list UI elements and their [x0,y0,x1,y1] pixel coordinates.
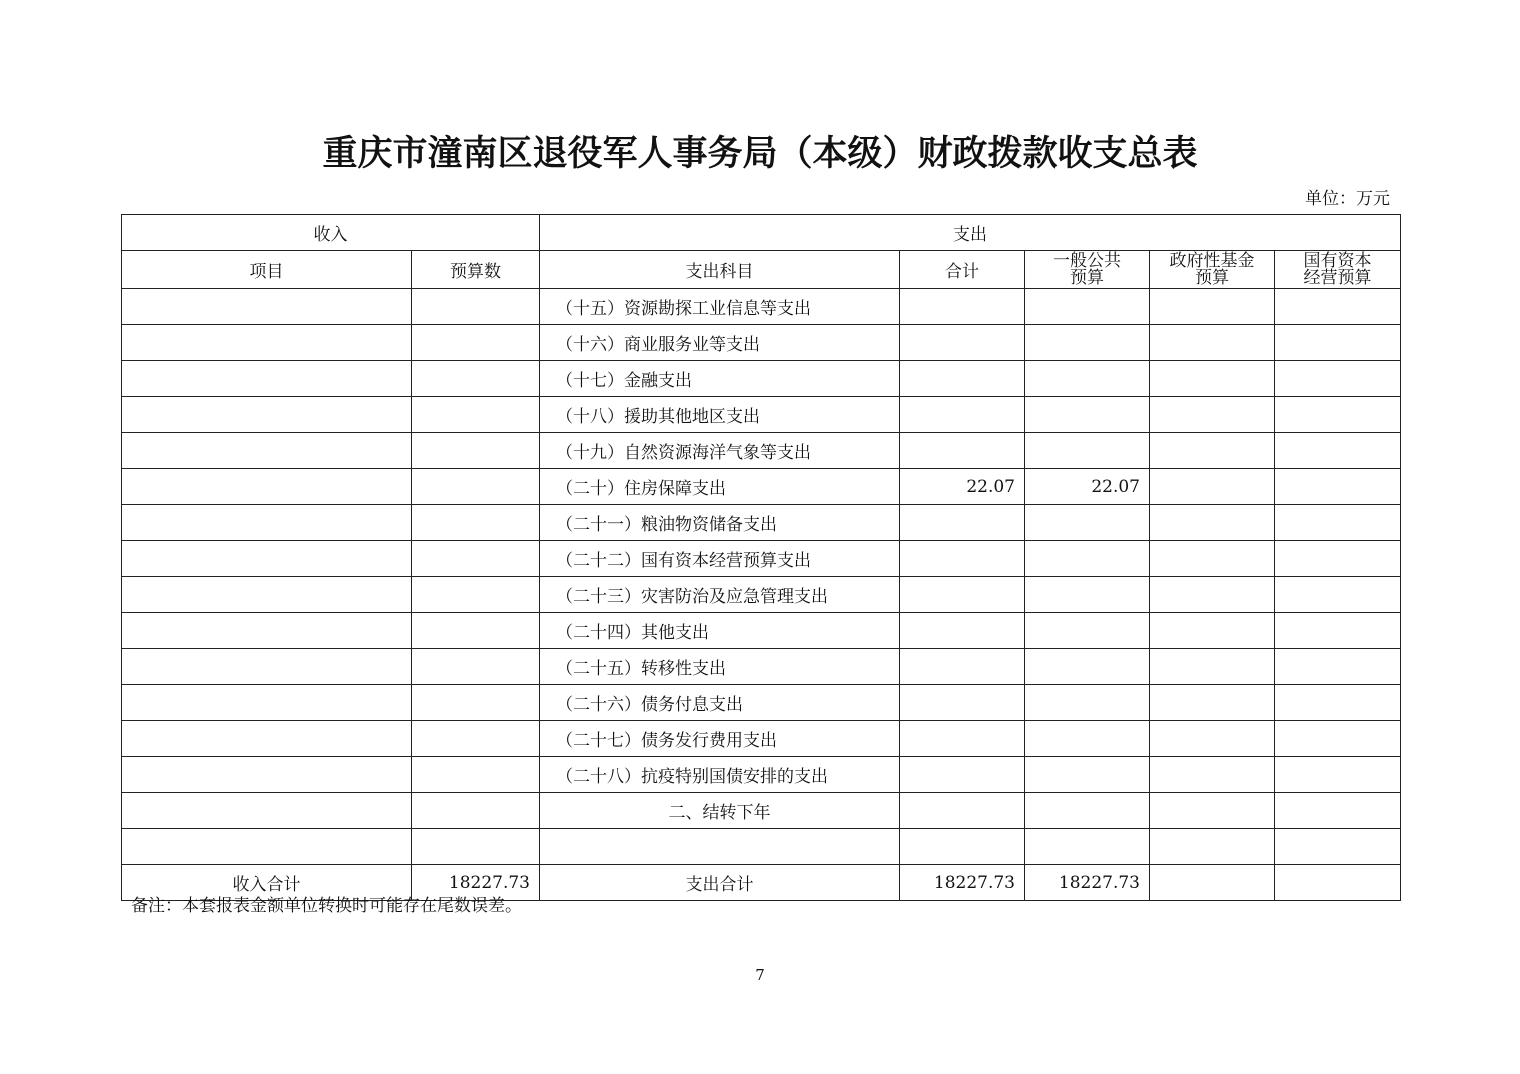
item-header: 项目 [122,251,412,289]
state-capital-header [1275,251,1401,289]
item-cell [122,469,412,505]
state-capital-cell [1275,361,1401,397]
gov-fund-cell [1150,361,1275,397]
item-cell [122,289,412,325]
table-row [122,433,1401,469]
table-row [122,721,1401,757]
item-cell [122,325,412,361]
general-public-cell [1025,757,1150,793]
gov-fund-header [1150,251,1275,289]
state-capital-cell [1275,757,1401,793]
state-capital-cell [1275,649,1401,685]
table-row [122,649,1401,685]
income-total-value: 18227.73 [412,865,540,901]
total-cell [900,757,1025,793]
gov-fund-cell [1150,541,1275,577]
general-public-cell [1025,685,1150,721]
budget-cell [412,685,540,721]
budget-cell [412,469,540,505]
gov-fund-header-line1: 政府性基金 [1169,251,1255,271]
total-cell [900,577,1025,613]
budget-cell [412,541,540,577]
expense-subject-cell: （十六）商业服务业等支出 [540,325,900,361]
gov-fund-cell [1150,505,1275,541]
table-row [122,613,1401,649]
state-capital-cell [1275,721,1401,757]
item-cell [122,649,412,685]
item-cell [122,793,412,829]
state-capital-header-line2: 经营预算 [1303,268,1372,288]
table-row [122,541,1401,577]
general-public-cell [1025,793,1150,829]
general-public-header-line1: 一般公共 [1053,251,1121,271]
expense-subject-cell: （二十）住房保障支出 [540,469,900,505]
income-total-label: 收入合计 [122,865,412,901]
gov-fund-header-line2: 预算 [1195,268,1229,288]
expense-subject-cell: （二十五）转移性支出 [540,649,900,685]
item-cell [122,541,412,577]
table-row [122,397,1401,433]
gov-fund-cell [1150,649,1275,685]
table-row [122,469,1401,505]
total-cell [900,685,1025,721]
gov-fund-cell [1150,577,1275,613]
state-capital-cell [1275,541,1401,577]
expense-subject-cell: （二十八）抗疫特别国债安排的支出 [540,757,900,793]
state-capital-cell [1275,613,1401,649]
unit-label: 单位：万元 [1305,189,1390,209]
state-capital-header-line1: 国有资本 [1303,251,1372,271]
budget-cell [412,613,540,649]
state-capital-cell [1275,577,1401,613]
expense-general-total-value: 18227.73 [1025,865,1150,901]
table-row [122,289,1401,325]
item-cell [122,577,412,613]
general-public-cell [1025,541,1150,577]
expense-subject-header: 支出科目 [540,251,900,289]
budget-header: 预算数 [412,251,540,289]
state-capital-cell [1275,289,1401,325]
budget-cell [412,397,540,433]
total-cell [900,505,1025,541]
item-cell [122,757,412,793]
table-row [122,505,1401,541]
state-capital-cell [1275,469,1401,505]
state-capital-cell [1275,793,1401,829]
state-capital-cell [1275,505,1401,541]
general-public-cell [1025,721,1150,757]
total-cell [900,361,1025,397]
expense-subject-cell: （二十四）其他支出 [540,613,900,649]
total-cell [900,793,1025,829]
general-public-header [1025,251,1150,289]
state-capital-total-value [1275,865,1401,901]
budget-cell [412,433,540,469]
total-cell [900,325,1025,361]
table-row [122,361,1401,397]
gov-fund-cell [1150,469,1275,505]
budget-cell [412,505,540,541]
finance-table [121,214,1401,901]
budget-cell [412,649,540,685]
budget-cell [412,325,540,361]
total-cell [900,613,1025,649]
gov-fund-cell [1150,325,1275,361]
table-row [122,793,1401,829]
gov-fund-cell [1150,793,1275,829]
expense-total-label: 支出合计 [540,865,900,901]
report-title: 重庆市潼南区退役军人事务局（本级）财政拨款收支总表 [322,134,1198,174]
total-cell [900,721,1025,757]
table-row [122,577,1401,613]
expense-total-value: 18227.73 [900,865,1025,901]
budget-cell [412,577,540,613]
expense-subject-cell: （二十三）灾害防治及应急管理支出 [540,577,900,613]
item-cell [122,361,412,397]
general-public-cell [1025,613,1150,649]
item-cell [122,613,412,649]
gov-fund-cell [1150,397,1275,433]
total-cell [900,289,1025,325]
general-public-cell [1025,361,1150,397]
budget-cell [412,361,540,397]
general-public-cell [1025,577,1150,613]
budget-cell [412,757,540,793]
header-row-1 [122,215,1401,251]
table-row [122,325,1401,361]
gov-fund-cell [1150,289,1275,325]
footnote: 备注：本套报表金额单位转换时可能存在尾数误差。 [131,896,522,916]
budget-cell [412,289,540,325]
state-capital-cell [1275,325,1401,361]
state-capital-cell [1275,433,1401,469]
item-cell [122,397,412,433]
state-capital-cell [1275,685,1401,721]
general-public-cell [1025,649,1150,685]
table-row [122,685,1401,721]
item-cell [122,505,412,541]
budget-cell [412,721,540,757]
general-public-cell [1025,505,1150,541]
total-header: 合计 [900,251,1025,289]
item-cell [122,721,412,757]
gov-fund-cell [1150,685,1275,721]
total-cell [900,433,1025,469]
expense-subject-cell: （十九）自然资源海洋气象等支出 [540,433,900,469]
general-public-cell [1025,325,1150,361]
item-cell [122,433,412,469]
total-cell [900,649,1025,685]
total-cell [900,397,1025,433]
expense-subject-cell: （十八）援助其他地区支出 [540,397,900,433]
expense-subject-cell: （二十二）国有资本经营预算支出 [540,541,900,577]
expense-subject-cell: （十七）金融支出 [540,361,900,397]
expense-subject-cell: （二十七）债务发行费用支出 [540,721,900,757]
expense-subject-cell: （二十一）粮油物资储备支出 [540,505,900,541]
gov-fund-cell [1150,721,1275,757]
total-cell: 22.07 [900,469,1025,505]
item-cell [122,685,412,721]
expense-subject-cell: 二、结转下年 [540,793,900,829]
income-header: 收入 [122,215,540,251]
gov-fund-cell [1150,433,1275,469]
general-public-cell [1025,289,1150,325]
gov-fund-total-value [1150,865,1275,901]
general-public-cell [1025,397,1150,433]
header-row-2 [122,251,1401,289]
general-public-header-line2: 预算 [1070,268,1104,288]
expense-subject-cell: （十五）资源勘探工业信息等支出 [540,289,900,325]
general-public-cell [1025,433,1150,469]
budget-cell [412,793,540,829]
general-public-cell: 22.07 [1025,469,1150,505]
expense-header: 支出 [540,215,1401,251]
gov-fund-cell [1150,757,1275,793]
table-row [122,757,1401,793]
blank-row [122,829,1401,865]
state-capital-cell [1275,397,1401,433]
gov-fund-cell [1150,613,1275,649]
page-number: 7 [755,966,765,984]
expense-subject-cell: （二十六）债务付息支出 [540,685,900,721]
total-cell [900,541,1025,577]
